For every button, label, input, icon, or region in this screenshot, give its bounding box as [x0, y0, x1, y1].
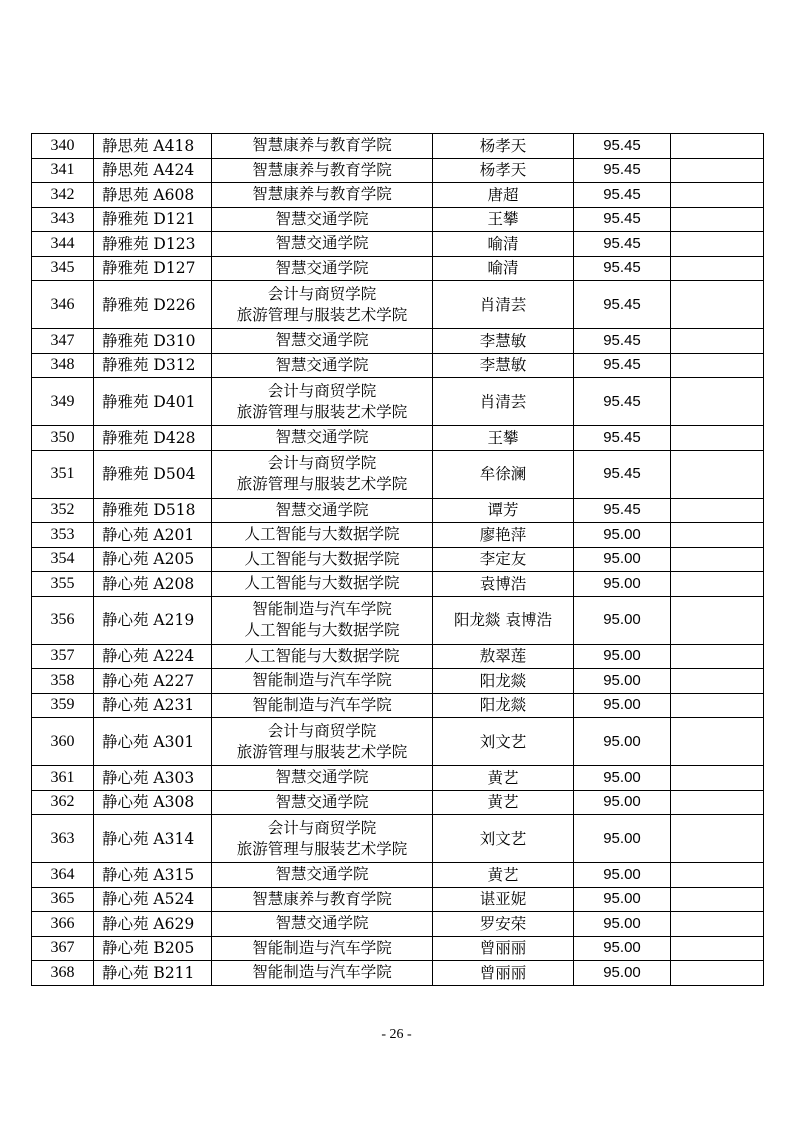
row-number-cell: 353 [32, 523, 94, 548]
dorm-room-cell: 静心苑 A205 [94, 547, 212, 572]
college-line: 智慧交通学院 [275, 258, 369, 277]
dormitory-score-table [31, 133, 764, 986]
college-line: 人工智能与大数据学院 [244, 646, 400, 665]
dorm-room-cell: 静雅苑 D226 [94, 281, 212, 329]
table-row [32, 207, 764, 232]
score-cell: 95.45 [574, 232, 671, 257]
score-cell: 95.00 [574, 693, 671, 718]
college-cell [212, 207, 433, 232]
student-name-cell: 喻清 [433, 232, 574, 257]
college-line: 智能制造与汽车学院 [252, 671, 392, 690]
note-cell [671, 378, 764, 426]
score-cell: 95.45 [574, 378, 671, 426]
note-cell [671, 426, 764, 451]
college-cell [212, 887, 433, 912]
college-line: 智慧康养与教育学院 [252, 185, 392, 204]
score-cell: 95.45 [574, 134, 671, 159]
score-cell: 95.45 [574, 183, 671, 208]
score-cell: 95.45 [574, 158, 671, 183]
score-cell: 95.45 [574, 353, 671, 378]
score-cell: 95.00 [574, 863, 671, 888]
table-row [32, 596, 764, 644]
dorm-room-cell: 静心苑 A224 [94, 644, 212, 669]
dorm-room-cell: 静心苑 A227 [94, 669, 212, 694]
score-cell: 95.00 [574, 669, 671, 694]
row-number-cell: 361 [32, 766, 94, 791]
college-line: 会计与商贸学院 [267, 721, 377, 740]
student-name-cell: 阳龙燚 [433, 669, 574, 694]
dorm-room-cell: 静雅苑 D401 [94, 378, 212, 426]
college-cell [212, 183, 433, 208]
college-line: 旅游管理与服装艺术学院 [236, 402, 408, 421]
college-line: 智慧交通学院 [275, 355, 369, 374]
student-name-cell: 王攀 [433, 426, 574, 451]
row-number-cell: 355 [32, 572, 94, 597]
college-cell [212, 815, 433, 863]
score-cell: 95.00 [574, 523, 671, 548]
college-line: 智慧交通学院 [275, 768, 369, 787]
score-cell: 95.00 [574, 815, 671, 863]
college-cell [212, 669, 433, 694]
score-cell: 95.45 [574, 450, 671, 498]
student-name-cell: 喻清 [433, 256, 574, 281]
row-number-cell: 357 [32, 644, 94, 669]
score-cell: 95.45 [574, 426, 671, 451]
note-cell [671, 596, 764, 644]
note-cell [671, 644, 764, 669]
student-name-cell: 廖艳萍 [433, 523, 574, 548]
note-cell [671, 887, 764, 912]
dorm-room-cell: 静心苑 A208 [94, 572, 212, 597]
row-number-cell: 368 [32, 961, 94, 986]
score-cell: 95.00 [574, 572, 671, 597]
note-cell [671, 256, 764, 281]
row-number-cell: 345 [32, 256, 94, 281]
table-row [32, 887, 764, 912]
table-row [32, 572, 764, 597]
student-name-cell: 曾丽丽 [433, 961, 574, 986]
student-name-cell: 李定友 [433, 547, 574, 572]
dorm-room-cell: 静思苑 A424 [94, 158, 212, 183]
note-cell [671, 766, 764, 791]
score-cell: 95.00 [574, 596, 671, 644]
table-row [32, 718, 764, 766]
college-line: 智慧交通学院 [275, 428, 369, 447]
row-number-cell: 359 [32, 693, 94, 718]
table-row [32, 183, 764, 208]
dorm-room-cell: 静思苑 A418 [94, 134, 212, 159]
row-number-cell: 365 [32, 887, 94, 912]
table-row [32, 134, 764, 159]
table-row [32, 158, 764, 183]
table-body [32, 134, 764, 986]
student-name-cell: 牟徐澜 [433, 450, 574, 498]
dorm-room-cell: 静雅苑 D310 [94, 329, 212, 354]
row-number-cell: 362 [32, 790, 94, 815]
college-cell [212, 134, 433, 159]
college-line: 会计与商贸学院 [267, 818, 377, 837]
note-cell [671, 669, 764, 694]
student-name-cell: 曾丽丽 [433, 936, 574, 961]
college-line: 智慧交通学院 [275, 500, 369, 519]
row-number-cell: 358 [32, 669, 94, 694]
note-cell [671, 523, 764, 548]
note-cell [671, 232, 764, 257]
dorm-room-cell: 静思苑 A608 [94, 183, 212, 208]
dorm-room-cell: 静雅苑 D123 [94, 232, 212, 257]
student-name-cell: 肖清芸 [433, 378, 574, 426]
student-name-cell: 敖翠莲 [433, 644, 574, 669]
student-name-cell: 李慧敏 [433, 329, 574, 354]
student-name-cell: 刘文艺 [433, 815, 574, 863]
table-row [32, 790, 764, 815]
college-line: 会计与商贸学院 [267, 381, 377, 400]
score-cell: 95.00 [574, 912, 671, 937]
row-number-cell: 356 [32, 596, 94, 644]
student-name-cell: 杨孝天 [433, 134, 574, 159]
college-cell [212, 644, 433, 669]
note-cell [671, 450, 764, 498]
table-row [32, 961, 764, 986]
score-cell: 95.00 [574, 790, 671, 815]
college-line: 智慧交通学院 [275, 234, 369, 253]
note-cell [671, 498, 764, 523]
college-cell [212, 596, 433, 644]
note-cell [671, 815, 764, 863]
table-row [32, 329, 764, 354]
student-name-cell: 王攀 [433, 207, 574, 232]
dorm-room-cell: 静心苑 A524 [94, 887, 212, 912]
student-name-cell: 黄艺 [433, 863, 574, 888]
row-number-cell: 360 [32, 718, 94, 766]
note-cell [671, 572, 764, 597]
college-cell [212, 232, 433, 257]
student-name-cell: 杨孝天 [433, 158, 574, 183]
score-cell: 95.00 [574, 766, 671, 791]
college-cell [212, 961, 433, 986]
college-cell [212, 936, 433, 961]
row-number-cell: 342 [32, 183, 94, 208]
table-row [32, 450, 764, 498]
college-cell [212, 281, 433, 329]
college-line: 智能制造与汽车学院 [252, 695, 392, 714]
student-name-cell: 刘文艺 [433, 718, 574, 766]
row-number-cell: 351 [32, 450, 94, 498]
note-cell [671, 329, 764, 354]
college-line: 智慧康养与教育学院 [252, 160, 392, 179]
dorm-room-cell: 静心苑 B211 [94, 961, 212, 986]
college-cell [212, 790, 433, 815]
table-row [32, 498, 764, 523]
dorm-room-cell: 静心苑 A219 [94, 596, 212, 644]
score-cell: 95.45 [574, 329, 671, 354]
college-cell [212, 912, 433, 937]
table-row [32, 669, 764, 694]
row-number-cell: 363 [32, 815, 94, 863]
dorm-room-cell: 静雅苑 D312 [94, 353, 212, 378]
row-number-cell: 346 [32, 281, 94, 329]
table-row [32, 644, 764, 669]
college-cell [212, 426, 433, 451]
student-name-cell: 李慧敏 [433, 353, 574, 378]
note-cell [671, 183, 764, 208]
dorm-room-cell: 静雅苑 D428 [94, 426, 212, 451]
row-number-cell: 344 [32, 232, 94, 257]
dorm-room-cell: 静心苑 A231 [94, 693, 212, 718]
table-row [32, 523, 764, 548]
score-cell: 95.45 [574, 498, 671, 523]
note-cell [671, 158, 764, 183]
student-name-cell: 唐超 [433, 183, 574, 208]
table-row [32, 693, 764, 718]
table-row [32, 256, 764, 281]
table-row [32, 863, 764, 888]
row-number-cell: 354 [32, 547, 94, 572]
page-number: - 26 - [381, 1027, 412, 1042]
college-line: 智慧交通学院 [275, 331, 369, 350]
dorm-room-cell: 静心苑 A308 [94, 790, 212, 815]
college-cell [212, 693, 433, 718]
row-number-cell: 367 [32, 936, 94, 961]
row-number-cell: 364 [32, 863, 94, 888]
score-cell: 95.45 [574, 281, 671, 329]
student-name-cell: 袁博浩 [433, 572, 574, 597]
college-line: 人工智能与大数据学院 [244, 525, 400, 544]
score-cell: 95.00 [574, 936, 671, 961]
college-line: 旅游管理与服装艺术学院 [236, 475, 408, 493]
college-cell [212, 329, 433, 354]
note-cell [671, 547, 764, 572]
college-cell [212, 523, 433, 548]
college-line: 智慧康养与教育学院 [252, 889, 392, 908]
college-line: 智慧交通学院 [275, 792, 369, 811]
table-row [32, 936, 764, 961]
row-number-cell: 341 [32, 158, 94, 183]
table-row [32, 426, 764, 451]
college-cell [212, 766, 433, 791]
student-name-cell: 黄艺 [433, 766, 574, 791]
college-line: 人工智能与大数据学院 [244, 574, 400, 593]
table-row [32, 281, 764, 329]
college-line: 旅游管理与服装艺术学院 [236, 305, 408, 324]
dorm-room-cell: 静雅苑 D504 [94, 450, 212, 498]
row-number-cell: 348 [32, 353, 94, 378]
college-line: 旅游管理与服装艺术学院 [236, 839, 408, 858]
student-name-cell: 阳龙燚 袁博浩 [433, 596, 574, 644]
college-line: 智能制造与汽车学院 [252, 600, 392, 618]
student-name-cell: 黄艺 [433, 790, 574, 815]
score-cell: 95.00 [574, 547, 671, 572]
table-row [32, 378, 764, 426]
row-number-cell: 340 [32, 134, 94, 159]
student-name-cell: 谌亚妮 [433, 887, 574, 912]
table-row [32, 353, 764, 378]
note-cell [671, 718, 764, 766]
table-row [32, 547, 764, 572]
college-cell [212, 450, 433, 498]
college-cell [212, 378, 433, 426]
table-row [32, 766, 764, 791]
row-number-cell: 343 [32, 207, 94, 232]
college-line: 智慧交通学院 [275, 865, 369, 884]
student-name-cell: 阳龙燚 [433, 693, 574, 718]
note-cell [671, 207, 764, 232]
dorm-room-cell: 静雅苑 D127 [94, 256, 212, 281]
table-row [32, 232, 764, 257]
college-cell [212, 718, 433, 766]
college-cell [212, 572, 433, 597]
dorm-room-cell: 静心苑 A314 [94, 815, 212, 863]
score-cell: 95.45 [574, 207, 671, 232]
student-name-cell: 罗安荣 [433, 912, 574, 937]
dorm-room-cell: 静心苑 A315 [94, 863, 212, 888]
note-cell [671, 863, 764, 888]
dorm-room-cell: 静心苑 A301 [94, 718, 212, 766]
college-cell [212, 353, 433, 378]
college-line: 会计与商贸学院 [267, 454, 377, 472]
row-number-cell: 366 [32, 912, 94, 937]
college-line: 会计与商贸学院 [267, 284, 377, 303]
college-line: 智慧交通学院 [275, 914, 369, 933]
dorm-room-cell: 静心苑 B205 [94, 936, 212, 961]
table-row [32, 912, 764, 937]
dorm-room-cell: 静心苑 A303 [94, 766, 212, 791]
score-cell: 95.00 [574, 961, 671, 986]
college-line: 智慧康养与教育学院 [252, 136, 392, 155]
college-line: 人工智能与大数据学院 [244, 621, 400, 639]
student-name-cell: 肖清芸 [433, 281, 574, 329]
college-cell [212, 863, 433, 888]
row-number-cell: 350 [32, 426, 94, 451]
college-cell [212, 256, 433, 281]
dorm-room-cell: 静心苑 A629 [94, 912, 212, 937]
score-cell: 95.00 [574, 718, 671, 766]
college-line: 旅游管理与服装艺术学院 [236, 742, 408, 761]
student-name-cell: 谭芳 [433, 498, 574, 523]
note-cell [671, 134, 764, 159]
college-line: 智慧交通学院 [275, 209, 369, 228]
row-number-cell: 349 [32, 378, 94, 426]
dorm-room-cell: 静心苑 A201 [94, 523, 212, 548]
note-cell [671, 790, 764, 815]
note-cell [671, 961, 764, 986]
row-number-cell: 352 [32, 498, 94, 523]
college-line: 智能制造与汽车学院 [252, 963, 392, 982]
row-number-cell: 347 [32, 329, 94, 354]
score-cell: 95.45 [574, 256, 671, 281]
note-cell [671, 936, 764, 961]
dorm-room-cell: 静雅苑 D518 [94, 498, 212, 523]
college-line: 智能制造与汽车学院 [252, 938, 392, 957]
score-cell: 95.00 [574, 887, 671, 912]
note-cell [671, 281, 764, 329]
college-line: 人工智能与大数据学院 [244, 549, 400, 568]
note-cell [671, 693, 764, 718]
dorm-room-cell: 静雅苑 D121 [94, 207, 212, 232]
table-row [32, 815, 764, 863]
note-cell [671, 912, 764, 937]
college-cell [212, 158, 433, 183]
college-cell [212, 498, 433, 523]
note-cell [671, 353, 764, 378]
college-cell [212, 547, 433, 572]
score-cell: 95.00 [574, 644, 671, 669]
